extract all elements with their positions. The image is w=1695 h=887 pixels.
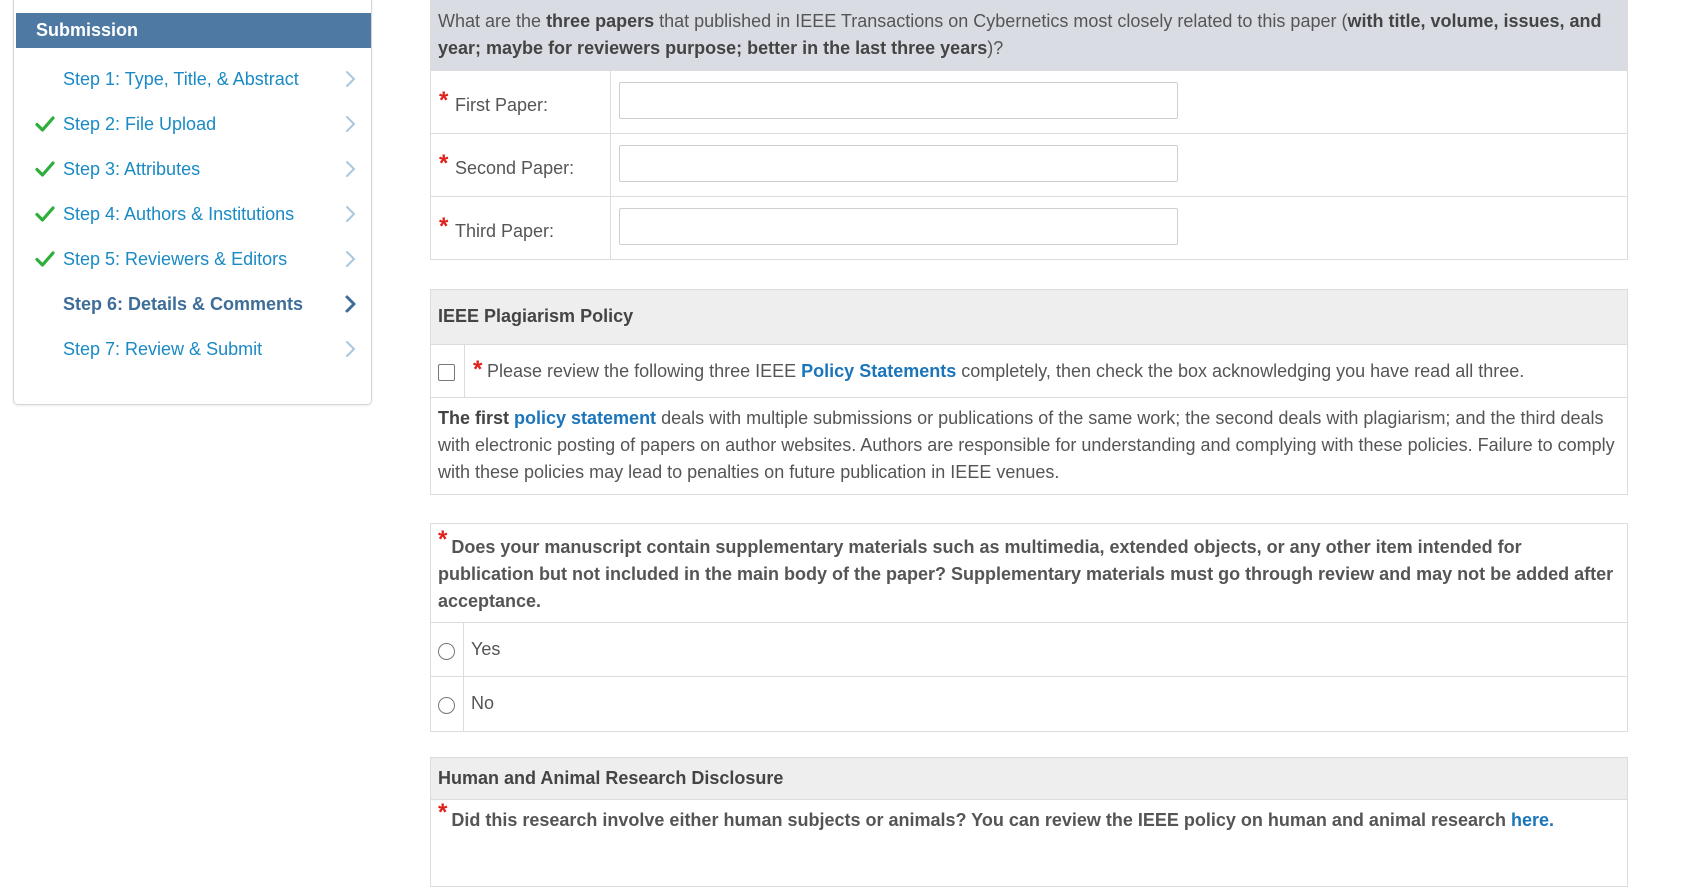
second-paper-input[interactable] [619, 145, 1178, 182]
sidebar-step-6[interactable] [14, 285, 371, 325]
sidebar-step-label: Step 7: Review & Submit [63, 339, 263, 359]
required-marker: * [439, 213, 449, 240]
chevron-right-icon [344, 204, 358, 224]
supplementary-yes-radio[interactable] [438, 643, 455, 660]
first-paper-label: First Paper: [455, 95, 549, 115]
third-paper-row [431, 196, 1627, 259]
sidebar-step-label: Step 2: File Upload [63, 114, 217, 134]
required-marker: * [439, 87, 449, 114]
first-paper-input[interactable] [619, 82, 1178, 119]
related-papers-prompt: What are the three papers that published in IEEE Transactions on Cybernetics most closely related to this paper (with title, volume, issues, and year; maybe for reviewers purpose; better in the last three years)? [431, 0, 1627, 70]
policy-statements-link[interactable]: Policy Statements [801, 361, 957, 381]
sidebar-step-label: Step 6: Details & Comments [63, 294, 304, 314]
sidebar-step-label: Step 4: Authors & Institutions [63, 204, 295, 224]
submission-sidebar [13, 0, 372, 405]
supplementary-yes-row [431, 623, 1627, 677]
policy-statement-link[interactable]: policy statement [514, 408, 657, 428]
second-paper-label: Second Paper: [455, 158, 575, 178]
checkmark-icon [35, 249, 55, 269]
checkmark-icon [35, 159, 55, 179]
sidebar-step-4[interactable] [14, 195, 371, 235]
policy-acknowledge-text: Please review the following three IEEE Policy Statements completely, then check the box acknowledging you have read all three. [487, 361, 1525, 381]
sidebar-step-label: Step 1: Type, Title, & Abstract [63, 69, 299, 89]
checkmark-icon [35, 114, 55, 134]
required-marker: * [473, 356, 483, 383]
supplementary-no-row [431, 677, 1627, 731]
chevron-right-icon [344, 159, 358, 179]
sidebar-step-7[interactable] [14, 330, 371, 370]
policy-acknowledge-row [431, 345, 1627, 398]
second-paper-row [431, 133, 1627, 196]
policy-acknowledge-checkbox[interactable] [438, 364, 455, 381]
chevron-right-icon [344, 294, 358, 314]
required-marker: * [438, 799, 448, 826]
policy-description: The first policy statement deals with multiple submissions or publications of the same work; the second deals with plagiarism; and the third deals with electronic posting of papers on author websites. Authors are responsible for understanding and complying with these policies. Failure to comply with these policies may lead to penalties on future publication in IEEE venues. [438, 408, 1615, 482]
required-marker: * [439, 150, 449, 177]
supplementary-yes-label[interactable]: Yes [471, 639, 501, 659]
sidebar-step-3[interactable] [14, 150, 371, 190]
first-paper-row [431, 70, 1627, 133]
human-animal-title: Human and Animal Research Disclosure [431, 758, 1627, 800]
third-paper-input[interactable] [619, 208, 1178, 245]
chevron-right-icon [344, 69, 358, 89]
plagiarism-policy-title: IEEE Plagiarism Policy [431, 290, 1627, 345]
chevron-right-icon [344, 339, 358, 359]
human-animal-prompt: * Did this research involve either human subjects or animals? You can review the IEEE policy on human and animal research here. [438, 799, 1555, 830]
supplementary-no-label[interactable]: No [471, 693, 495, 713]
supplementary-prompt: * Does your manuscript contain supplementary materials such as multimedia, extended objects, or any other item intended for publication but not included in the main body of the paper? Supplementary materials must go through review and may not be added after acceptance. [431, 524, 1627, 623]
chevron-right-icon [344, 114, 358, 134]
checkmark-icon [35, 204, 55, 224]
human-animal-policy-link[interactable]: here. [1511, 810, 1555, 830]
related-papers-question [430, 0, 1628, 260]
required-marker: * [438, 526, 448, 553]
third-paper-label: Third Paper: [455, 221, 555, 241]
sidebar-step-label: Step 5: Reviewers & Editors [63, 249, 288, 269]
supplementary-no-radio[interactable] [438, 697, 455, 714]
human-animal-research-section [430, 757, 1628, 887]
sidebar-step-5[interactable] [14, 240, 371, 280]
chevron-right-icon [344, 249, 358, 269]
sidebar-step-label: Step 3: Attributes [63, 159, 201, 179]
sidebar-step-2[interactable] [14, 105, 371, 145]
sidebar-step-1[interactable] [14, 60, 371, 100]
sidebar-title: Submission [16, 13, 371, 48]
supplementary-materials-question [430, 523, 1628, 732]
plagiarism-policy-section [430, 289, 1628, 495]
